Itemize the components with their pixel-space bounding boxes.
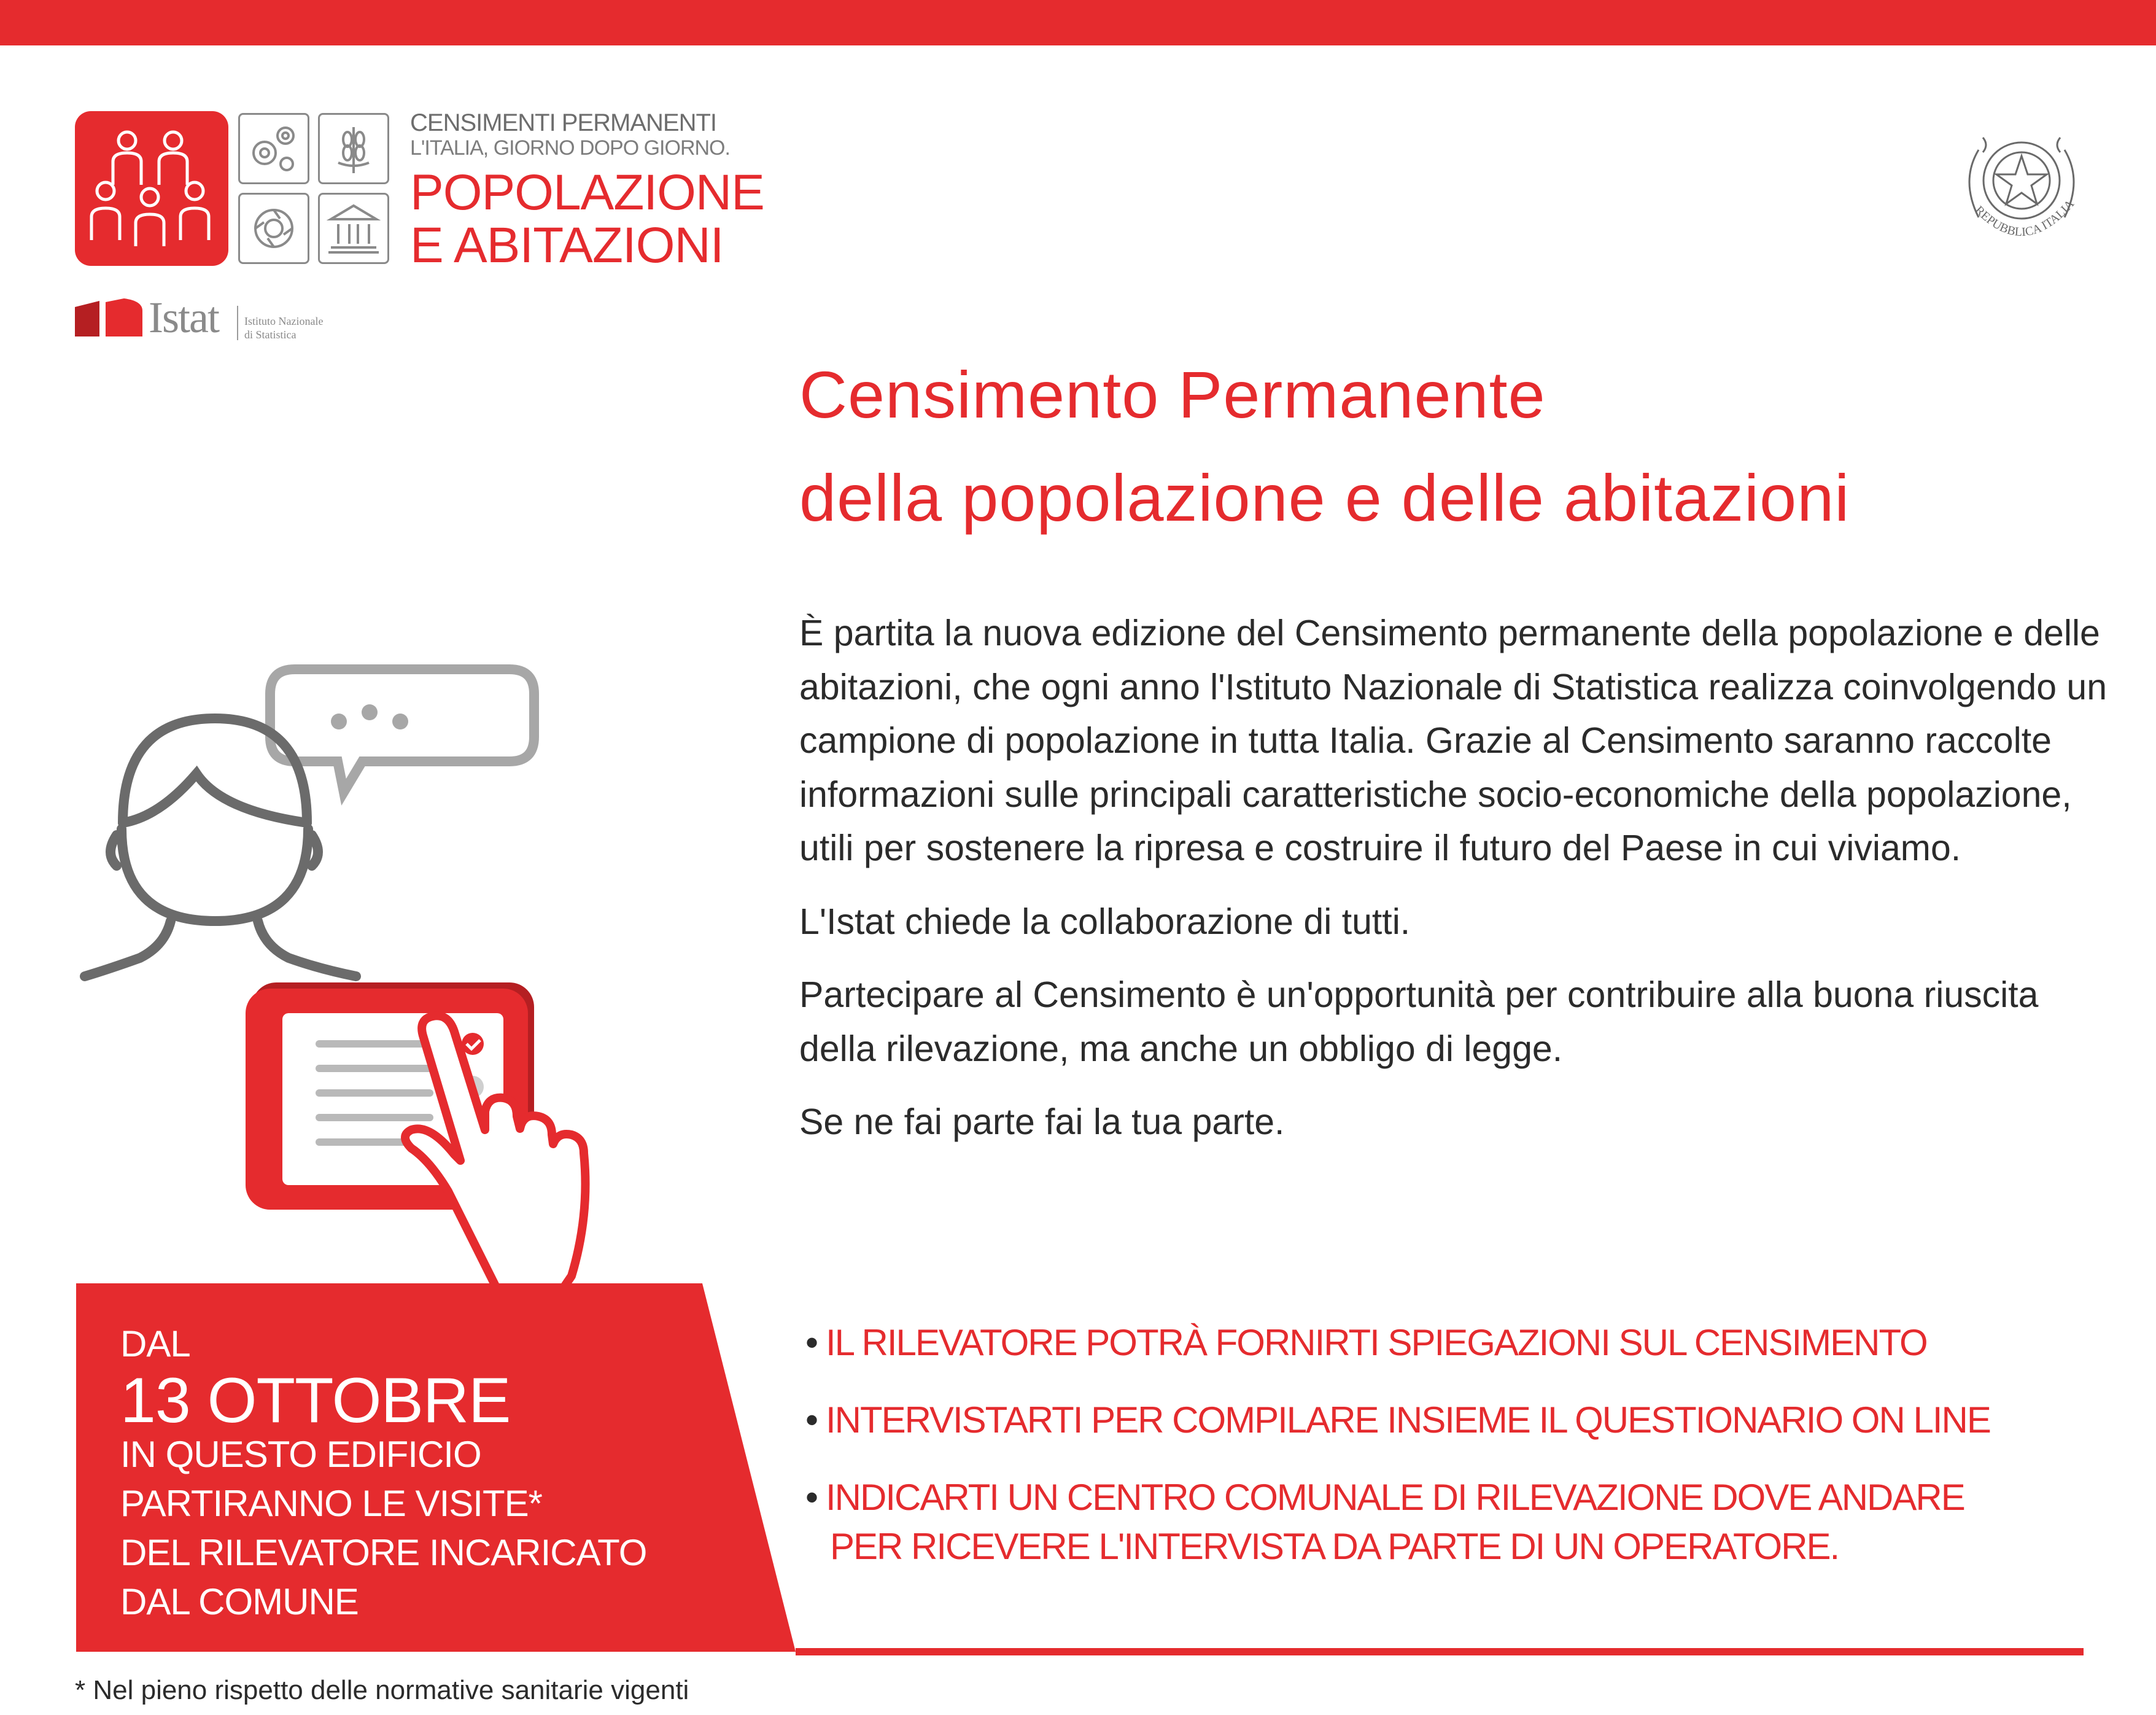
istat-description: Istituto Nazionale di Statistica — [244, 315, 324, 341]
building-icon — [318, 193, 389, 264]
brand-subject-line1: POPOLAZIONE — [410, 165, 764, 220]
brand-subject-line2: E ABITAZIONI — [410, 217, 724, 273]
footnote: * Nel pieno rispetto delle normative sanitarie vigenti — [75, 1675, 689, 1705]
emblem-caption: REPUBBLICA ITALIA — [1972, 197, 2077, 239]
body-paragraph-3: Partecipare al Censimento è un'opportunità per contribuire alla buona riuscita della rilevazione, ma anche un obbligo di legge. — [799, 974, 2039, 1069]
bullet-dot: • — [805, 1399, 818, 1441]
banner-line-2: PARTIRANNO LE VISITE* — [120, 1483, 542, 1524]
svg-text:REPUBBLICA ITALIANA — [1945, 113, 2077, 239]
istat-logo-icon — [75, 298, 142, 336]
bullet-dot: • — [805, 1477, 818, 1518]
headline-line1: Censimento Permanente — [799, 357, 1546, 432]
body-paragraph-1: È partita la nuova edizione del Censimento permanente della popolazione e delle abitazioni, che ogni anno l'Istituto Nazionale di Statistica realizza coinvolgendo un campione di popolazione in tutta Italia. Grazie al Censimento saranno raccolte informazioni sulle principali caratteristiche socio-economiche della popolazione, utili per sostenere la ripresa e costruire il futuro del Paese in cui viviamo. — [799, 613, 2108, 868]
istat-divider — [237, 306, 238, 340]
body-paragraph-2: L'Istat chiede la collaborazione di tutti. — [799, 901, 1411, 942]
bullet-item-2 — [805, 1399, 1990, 1441]
gears-icon — [238, 113, 309, 184]
bullet-item-1 — [805, 1321, 1927, 1364]
republic-emblem-icon — [1945, 113, 2098, 258]
headline-line2: della popolazione e delle abitazioni — [799, 461, 1850, 535]
brand-title: CENSIMENTI PERMANENTI — [410, 109, 717, 136]
top-red-bar — [0, 0, 2156, 45]
banner-line-4: DAL COMUNE — [120, 1581, 359, 1622]
hands-circle-icon — [238, 193, 309, 264]
census-illustration — [74, 651, 626, 1289]
banner-date: 13 OTTOBRE — [120, 1365, 511, 1436]
banner-line-3: DEL RILEVATORE INCARICATO — [120, 1532, 647, 1573]
body-text — [799, 607, 2113, 1149]
istat-wordmark: Istat — [149, 293, 219, 342]
banner-line-1: IN QUESTO EDIFICIO — [120, 1434, 481, 1475]
bullet-text: INTERVISTARTI PER COMPILARE INSIEME IL QUESTIONARIO ON LINE — [826, 1399, 1990, 1441]
bottom-red-line — [796, 1648, 2084, 1655]
speech-bubble-icon — [270, 669, 534, 792]
bullet-text: INDICARTI UN CENTRO COMUNALE DI RILEVAZIONE DOVE ANDARE — [826, 1477, 1964, 1518]
bullet-dot: • — [805, 1322, 818, 1363]
bullet-item-3-continued: PER RICEVERE L'INTERVISTA DA PARTE DI UN OPERATORE. — [830, 1526, 1839, 1567]
bullet-item-3 — [805, 1476, 1964, 1519]
brand-tagline: L'ITALIA, GIORNO DOPO GIORNO. — [410, 136, 730, 160]
bullet-text: IL RILEVATORE POTRÀ FORNIRTI SPIEGAZIONI SUL CENSIMENTO — [826, 1322, 1927, 1363]
body-paragraph-4: Se ne fai parte fai la tua parte. — [799, 1102, 1285, 1142]
wheat-icon — [318, 113, 389, 184]
banner-dal: DAL — [120, 1323, 190, 1364]
people-group-icon — [75, 111, 228, 266]
